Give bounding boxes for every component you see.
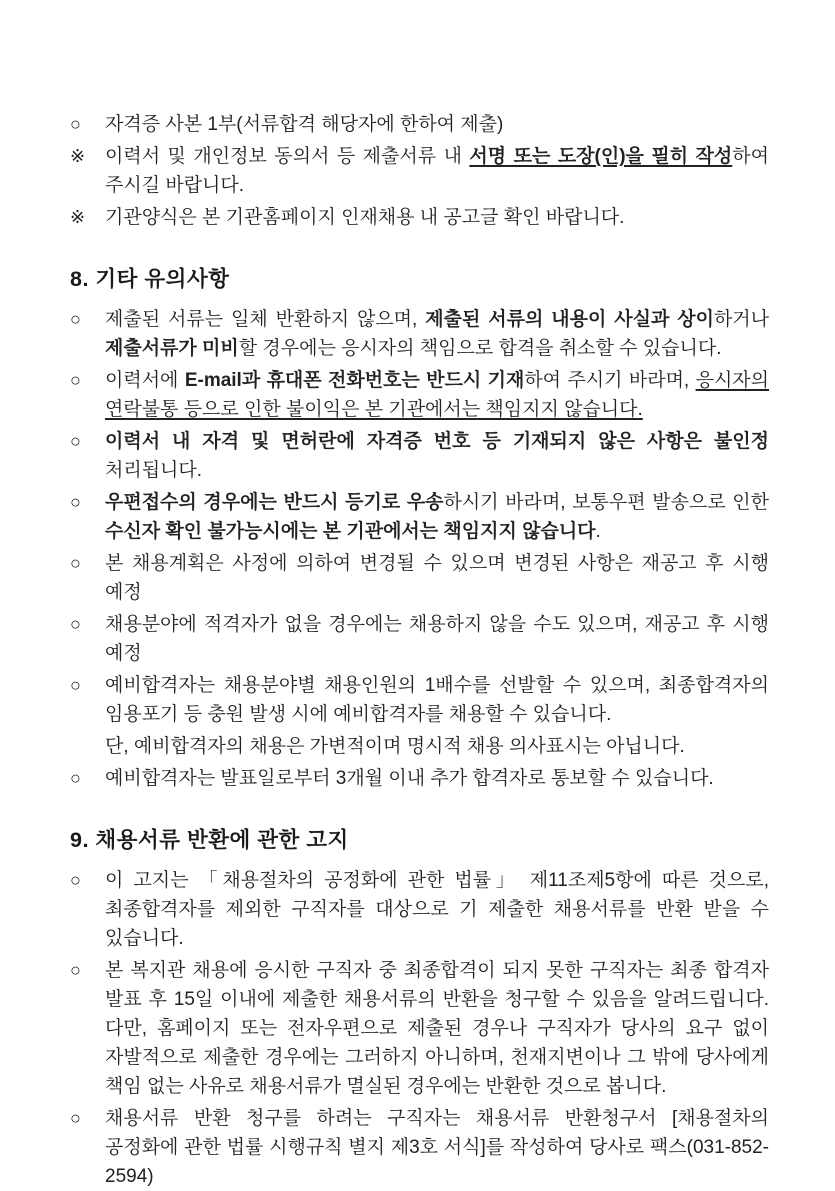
item-text	[105, 488, 769, 546]
item-text	[105, 142, 769, 200]
text-segment: 할 경우에는 응시자의 책임으로 합격을 취소할 수 있습니다.	[238, 338, 722, 359]
text-segment: .	[595, 521, 601, 542]
text-segment: 본 채용계획은 사정에 의하여 변경될 수 있으며 변경된 사항은 재공고 후 시행 예정	[105, 553, 769, 603]
item-text	[105, 610, 769, 668]
list-item	[70, 110, 769, 139]
text-segment: 처리됩니다.	[105, 460, 203, 481]
intro-list	[70, 110, 769, 232]
text-segment: 단, 예비합격자의 채용은 가변적이며 명시적 채용 의사표시는 아닙니다.	[105, 736, 685, 757]
text-segment: 하여 주시기 바라며,	[524, 370, 696, 391]
circle-bullet: ○	[70, 492, 81, 512]
sections-container	[70, 266, 769, 1191]
circle-bullet: ○	[70, 768, 81, 788]
text-segment: 하여 주시길 바랍니다.	[105, 146, 769, 196]
list-item	[70, 764, 769, 793]
text-segment: E-mail과 휴대폰 전화번호는 반드시 기재	[184, 370, 525, 391]
list-item	[70, 610, 769, 668]
item-text	[105, 203, 769, 232]
text-segment: 이력서에	[105, 370, 185, 391]
circle-bullet: ○	[70, 614, 81, 634]
list-item	[70, 1104, 769, 1191]
text-segment: 자격증 사본 1부(서류합격 해당자에 한하여 제출)	[105, 114, 504, 135]
text-segment: 이력서 및 개인정보 동의서 등 제출서류 내	[105, 146, 470, 167]
text-segment: 본 복지관 채용에 응시한 구직자 중 최종합격이 되지 못한 구직자는 최종 합격자 발표 후 15일 이내에 제출한 채용서류의 반환을 청구할 수 있음을 알려드립니다. 다만, 홈페이지 또는 전자우편으로 제출된 경우나 구직자가 당사의 요구 없이 자발적으로 제출한 경우에는 그러하지 아니하며, 천재지변이나 그 밖에 당사에게 책임 없는 사유로 채용서류가 멸실된 경우에는 반환한 것으로 봅니다.	[105, 960, 769, 1097]
circle-bullet: ○	[70, 309, 81, 329]
circle-bullet: ○	[70, 675, 81, 695]
circle-bullet: ○	[70, 370, 81, 390]
list-item	[70, 866, 769, 953]
list-item	[70, 732, 769, 761]
section-title: 9. 채용서류 반환에 관한 고지	[70, 828, 349, 852]
circle-bullet: ○	[70, 553, 81, 573]
text-segment: 제출서류가 미비	[105, 338, 239, 359]
text-segment: 채용서류 반환 청구를 하려는 구직자는 채용서류 반환청구서 [채용절차의 공정화에 관한 법률 시행규칙 별지 제3호 서식]를 작성하여 당사로 팩스(031-852-2594)	[105, 1108, 769, 1187]
item-text	[105, 305, 769, 363]
text-segment: 응시자의 연락불통 등으로 인한 불이익은 본 기관에서는 책임지지 않습니다.	[105, 370, 770, 420]
section-title: 8. 기타 유의사항	[70, 267, 230, 291]
item-text	[105, 956, 769, 1101]
item-text	[105, 764, 769, 793]
text-segment: 제출된 서류의 내용이 사실과 상이	[425, 309, 714, 330]
list-item	[70, 549, 769, 607]
list-item	[70, 142, 769, 200]
list-item	[70, 366, 769, 424]
reference-mark: ※	[70, 207, 86, 227]
text-segment: 서명 또는 도장(인)을 필히 작성	[469, 146, 733, 167]
list-item	[70, 203, 769, 232]
item-text	[105, 1104, 769, 1191]
text-segment: 수신자 확인 불가능시에는 본 기관에서는 책임지지 않습니다	[105, 521, 596, 542]
text-segment: 기관양식은 본 기관홈페이지 인재채용 내 공고글 확인 바랍니다.	[105, 207, 625, 228]
text-segment: 예비합격자는 발표일로부터 3개월 이내 추가 합격자로 통보할 수 있습니다.	[105, 768, 714, 789]
circle-bullet: ○	[70, 960, 81, 980]
reference-mark: ※	[70, 146, 86, 166]
item-text	[105, 427, 769, 485]
circle-bullet: ○	[70, 431, 81, 451]
item-text	[105, 732, 769, 761]
text-segment: 하시기 바라며, 보통우편 발송으로 인한	[443, 492, 770, 513]
text-segment: 이력서 내 자격 및 면허란에 자격증 번호 등 기재되지 않은 사항은 불인정	[105, 431, 769, 452]
text-segment: 이 고지는 「채용절차의 공정화에 관한 법률」 제11조제5항에 따른 것으로, 최종합격자를 제외한 구직자를 대상으로 기 제출한 채용서류를 반환 받을 수 있습니다.	[105, 870, 769, 949]
text-segment: 제출된 서류는 일체 반환하지 않으며,	[105, 309, 426, 330]
text-segment: 하거나	[713, 309, 769, 330]
circle-bullet: ○	[70, 1108, 81, 1128]
text-segment: 채용분야에 적격자가 없을 경우에는 채용하지 않을 수도 있으며, 재공고 후 시행 예정	[105, 614, 769, 664]
item-text	[105, 671, 769, 729]
circle-bullet: ○	[70, 870, 81, 890]
list-item	[70, 671, 769, 729]
list-item	[70, 956, 769, 1101]
list-item	[70, 427, 769, 485]
item-text	[105, 549, 769, 607]
list-item	[70, 488, 769, 546]
text-segment: 우편접수의 경우에는 반드시 등기로 우송	[105, 492, 444, 513]
item-text	[105, 110, 769, 139]
item-text	[105, 866, 769, 953]
text-segment: 예비합격자는 채용분야별 채용인원의 1배수를 선발할 수 있으며, 최종합격자의 임용포기 등 충원 발생 시에 예비합격자를 채용할 수 있습니다.	[105, 675, 769, 725]
list-item	[70, 305, 769, 363]
circle-bullet: ○	[70, 114, 81, 134]
item-text	[105, 366, 769, 424]
